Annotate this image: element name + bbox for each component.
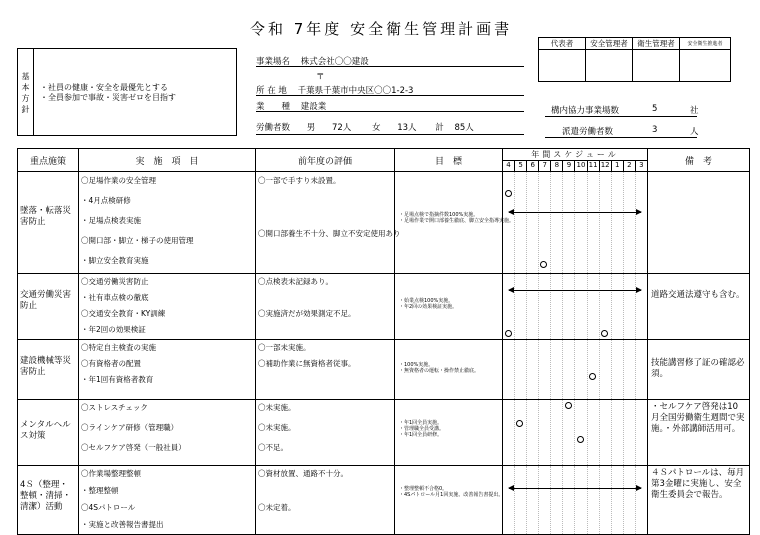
dispatch-label: 派遣労働者数 [562,127,614,137]
item-line: ・整理整頓 [81,486,119,495]
goal-line: ・足場作業で開口部養生徹底、脚立安全指導実施。 [399,218,515,224]
evaluation-line: 〇一部で手すり未設置。 [258,176,341,185]
row-goal-cell [395,400,503,466]
item-line: ・脚立安全教育実施 [81,256,149,265]
row-schedule-cell [503,340,648,400]
header-goal: 目 標 [395,149,503,172]
header-evaluation: 前年度の評価 [256,149,395,172]
row-category: メンタルヘルス対策 [20,420,71,441]
item-line: 〇交通安全教育・KY訓練 [81,309,166,318]
row-note-cell [648,466,750,535]
seal-header: 安全衛生推進者 [680,38,731,50]
goal-line: ・管理職全員受講。 [399,426,445,432]
seal-box[interactable] [539,50,586,82]
month-label: 7 [539,160,551,171]
row-category: 墜落・転落災害防止 [20,206,72,227]
row-note-cell [648,340,750,400]
goal-line: ・年1回全員実施。 [399,420,443,426]
schedule-circle [589,373,596,380]
table-row [18,466,750,535]
month-label: 4 [503,160,515,171]
row-category: 建設機械等災害防止 [20,356,72,377]
row-items-cell [79,400,256,466]
schedule-grid [503,340,647,399]
item-line: ・実施と改善報告書提出 [81,520,164,529]
seal-box[interactable] [586,50,633,82]
row-schedule-cell [503,172,648,274]
basic-policy-text [40,83,176,103]
row-goal-cell [395,466,503,535]
month-label: 8 [551,160,563,171]
underline [256,95,524,96]
row-note: 技能講習修了証の確認必須。 [651,358,745,379]
schedule-circle [505,190,512,197]
month-label: 3 [639,161,644,169]
schedule-arrow [509,212,641,213]
schedule-circle [505,330,512,337]
industry-label: 業 種 [256,102,291,112]
underline [256,134,524,135]
item-line: ・年1回有資格者教育 [81,375,154,384]
goal-line: ・年2回の効果検証実施。 [399,304,458,310]
goal-line: ・無資格者の運転・操作禁止徹底。 [399,368,480,374]
row-goal-cell [395,172,515,274]
schedule-circle [577,436,584,443]
row-category-cell [18,400,79,466]
item-line: 〇ストレスチェック [81,403,148,412]
row-items-cell [79,274,256,340]
schedule-circle [601,330,608,337]
partners-label: 構内協力事業場数 [551,106,620,116]
month-label: 10 [575,160,587,171]
evaluation-line: 〇未定着。 [258,503,296,512]
item-line: 〇足場作業の安全管理 [81,176,156,185]
table-row [18,340,750,400]
policy-label-char: 基 [21,72,30,81]
basic-policy-box [17,48,237,136]
item-line: 〇特定自主検査の実施 [81,343,156,352]
evaluation-line: 〇一部未実施。 [258,343,311,352]
row-category-cell [18,172,79,274]
schedule-circle [540,261,547,268]
workers-row [256,121,474,133]
row-note: ・セルフケア啓発は10月全国労働衛生週間で実施。・外部講師活用可。 [651,402,745,434]
address-label: 所 在 地 [256,86,287,96]
month-label: 2 [624,160,636,171]
header-focus: 重点施策 [18,149,79,172]
male-count: 72人 [331,123,352,133]
row-schedule-cell [503,274,648,340]
row-category-cell [18,274,79,340]
total-count: 85人 [454,123,474,133]
item-line: 〇作業場整理整頓 [81,469,141,478]
month-label: 11 [588,160,600,171]
row-evaluation-cell [256,340,395,400]
item-line: 〇有資格者の配置 [81,359,141,368]
row-evaluation-cell [256,172,401,274]
schedule-title: 年間スケジュール [503,149,647,161]
goal-line: ・4Sパトロール月1回実施、改善報告書提出。 [399,492,504,498]
evaluation-line: 〇補助作業に無資格者従事。 [258,359,356,368]
row-note [648,172,749,176]
table-row [18,400,750,466]
schedule-circle [516,420,523,427]
header-note: 備 考 [648,149,750,172]
header-items: 実 施 項 目 [79,149,256,172]
evaluation-line: 〇未実施。 [258,403,296,412]
month-label: 6 [527,160,539,171]
female-label: 女 [371,123,381,133]
policy-label-char: 針 [21,105,30,114]
policy-line: ・全員参加で事故・災害ゼロを目指す [40,93,176,102]
partners-unit: 社 [690,106,699,116]
evaluation-line: 〇未実施。 [258,423,296,432]
item-line: 〇4Sパトロール [81,503,136,512]
partners-value: 5 [652,104,658,114]
row-items-cell [79,172,256,274]
month-label: 9 [563,160,575,171]
schedule-arrow [509,290,641,291]
underline [545,116,697,117]
business-name-label: 事業場名 [256,57,291,67]
row-note-cell [648,172,750,274]
item-line: 〇ラインケア研修（管理職） [81,423,179,432]
workers-label: 労働者数 [256,123,291,133]
seal-box[interactable] [633,50,680,82]
row-schedule-cell [503,466,648,535]
row-note: ４Ｓパトロールは、毎月第3金曜に実施し、安全衛生委員会で報告。 [651,468,745,500]
seal-box[interactable] [680,50,731,82]
evaluation-line: 〇開口部養生不十分、脚立不安定使用あり [258,229,401,238]
row-note: 道路交通法遵守も含む。 [651,290,745,300]
row-category-cell [18,466,79,535]
row-note-cell [648,274,750,340]
underline [256,66,524,67]
row-evaluation-cell [256,274,395,340]
schedule-grid [503,466,647,534]
schedule-months [503,160,647,171]
total-label: 計 [435,123,444,133]
row-items-cell [79,340,256,400]
business-name-value: 株式会社〇〇建設 [300,57,369,67]
table-row [18,274,750,340]
seal-table [538,37,731,82]
row-schedule-cell [503,400,648,466]
policy-label-char: 方 [21,94,30,103]
schedule-arrow [509,488,641,489]
row-note-cell [648,400,750,466]
policy-label-char: 本 [21,83,30,92]
schedule-grid [503,400,647,465]
row-goal-cell [395,274,503,340]
item-line: ・4月点検研修 [81,196,131,205]
item-line: 〇開口部・脚立・梯子の使用管理 [81,236,194,245]
item-line: ・足場点検表実施 [81,216,141,225]
goal-line: ・100%実施。 [399,362,434,368]
row-category-cell [18,340,79,400]
policy-line: ・社員の健康・安全を最優先とする [40,83,168,92]
seal-header: 代表者 [539,38,586,50]
item-line: 〇セルフケア啓発（一般社員） [81,443,186,452]
row-category: 4Ｓ（整理・整頓・清掃・清潔）活動 [20,480,72,512]
goal-line: ・年1回全員研修。 [399,432,443,438]
evaluation-line: 〇点検表未記録あり。 [258,277,333,286]
schedule-grid [503,274,647,339]
row-goal-cell [395,340,503,400]
evaluation-line: 〇不足。 [258,443,288,452]
male-label: 男 [306,123,316,133]
table-row [18,172,750,274]
goal-line: ・足場点検で指摘件数100%実施。 [399,212,479,218]
dispatch-value: 3 [652,125,658,135]
page-title: 令和 7年度 安全衛生管理計画書 [250,20,513,38]
underline [256,111,524,112]
evaluation-line: 〇実施済だが効果測定不足。 [258,309,356,318]
evaluation-line: 〇資材放置、通路不十分。 [258,469,348,478]
industry-value: 建設業 [300,102,327,112]
month-label: 5 [515,160,527,171]
schedule-circle [565,402,572,409]
seal-header: 衛生管理者 [633,38,680,50]
seal-header: 安全管理者 [586,38,633,50]
row-evaluation-cell [256,400,395,466]
goal-line: ・始業点検100%実施。 [399,298,454,304]
schedule-grid [503,172,647,273]
row-items-cell [79,466,256,535]
basic-policy-label [18,49,34,135]
postal-mark: 〒 [316,72,325,82]
row-category: 交通労働災害防止 [20,290,72,311]
address-value: 千葉県千葉市中央区〇〇1-2-3 [297,86,414,96]
dispatch-unit: 人 [690,127,699,137]
goal-line: ・整理整頓不合格0。 [399,486,448,492]
item-line: ・年2回の効果検証 [81,325,146,334]
item-line: 〇交通労働災害防止 [81,277,149,286]
month-label: 1 [612,160,624,171]
month-label: 12 [600,160,612,171]
plan-table [17,148,750,535]
header-schedule [503,149,648,172]
female-count: 13人 [397,123,417,133]
underline [545,137,697,138]
row-evaluation-cell [256,466,395,535]
item-line: ・社有車点検の徹底 [81,293,149,302]
